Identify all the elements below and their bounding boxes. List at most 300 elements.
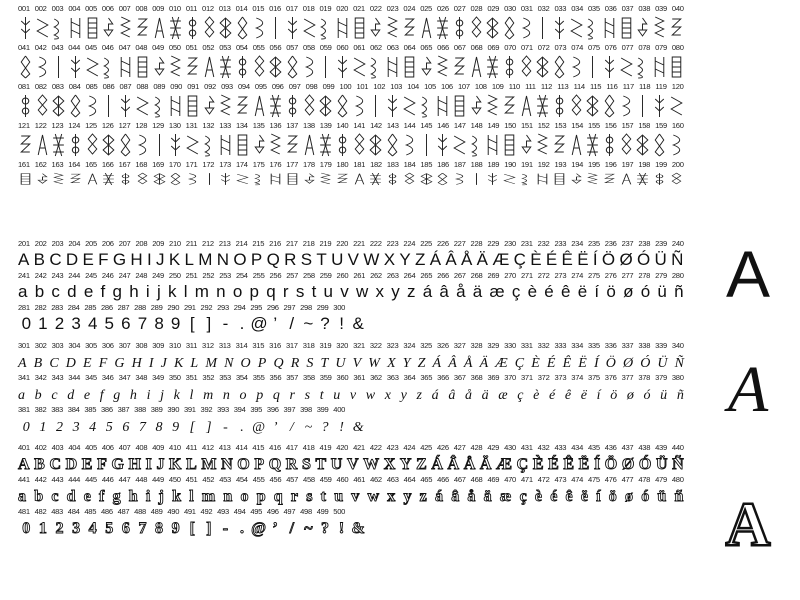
stitch-number: 029 [487,4,500,13]
stitch-pattern [502,15,517,41]
font-glyph: b [34,282,45,301]
font-glyph: È [530,250,542,269]
font-number: 217 [285,239,298,248]
font-glyph: q [273,488,283,505]
font-number: 284 [67,303,80,312]
font-number: 410 [169,443,181,452]
font-number: 231 [520,239,533,248]
stitch-number: 174 [235,160,248,169]
font-number: 212 [202,239,214,248]
font-glyph: A [18,250,30,269]
stitch-pattern [469,15,484,41]
font-number: 308 [135,341,148,350]
font-number: 461 [353,475,366,484]
stitch-number: 173 [219,160,231,169]
font-number: 369 [487,373,500,382]
font-glyph: è [527,282,538,301]
stitch-pattern [352,172,367,186]
stitch-pattern [252,54,267,80]
font-number: 387 [117,405,130,414]
font-glyph: Q [266,250,280,269]
stitch-number: 033 [554,4,567,13]
stitch-pattern [252,132,267,158]
font-glyph: a [18,388,25,403]
font-glyph: k [172,488,181,505]
font-glyph: â [451,488,460,505]
stitch-number: 111 [525,82,536,91]
font-glyph: è [534,488,542,505]
font-glyph: Y [402,356,411,371]
font-number: 395 [250,405,263,414]
font-glyph: t [311,282,317,301]
font-number: 327 [453,341,466,350]
font-glyph: [ [189,420,195,435]
stitch-pattern [652,172,667,186]
stitch-pattern [569,172,584,186]
font-number: 309 [152,341,165,350]
font-glyph: a [18,488,26,505]
stitch-pattern-row [18,92,684,120]
font-number: 240 [671,239,684,248]
stitch-pattern [402,93,417,119]
font-glyph: ö [610,388,618,403]
stitch-pattern [552,15,567,41]
font-glyph: ë [580,488,588,505]
font-glyph: 4 [87,314,98,333]
stitch-number: 180 [336,160,349,169]
stitch-pattern [619,15,634,41]
stitch-number: 154 [571,121,584,130]
stitch-number: 171 [185,160,198,169]
stitch-number: 170 [168,160,181,169]
stitch-number: 141 [353,121,366,130]
font-number: 225 [420,239,432,248]
font-number: 325 [420,341,432,350]
font-number: 313 [218,341,231,350]
stitch-number-row [18,160,684,170]
font-glyph: ê [564,388,572,403]
stitch-number: 107 [457,82,470,91]
font-glyph: Y [399,456,412,473]
font-glyph: ç [517,388,524,403]
outline-font-chart [18,442,684,538]
stitch-number: 168 [135,160,148,169]
stitch-pattern [285,15,300,41]
font-number: 397 [283,405,296,414]
stitch-number: 068 [470,43,483,52]
font-number: 237 [621,239,634,248]
font-number: 214 [235,239,248,248]
font-glyph: O [233,250,247,269]
stitch-pattern [202,93,217,119]
font-glyph: l [189,488,194,505]
stitch-number: 094 [237,82,250,91]
font-glyph: J [160,356,167,371]
font-glyph: L [190,356,199,371]
font-glyph: Â [447,456,460,473]
stitch-pattern [635,54,650,80]
font-number: 460 [336,475,349,484]
font-glyph: é [544,282,554,301]
stitch-pattern [585,54,600,80]
stitch-number: 007 [118,4,131,13]
stitch-number: 078 [638,43,651,52]
font-number: 233 [554,239,567,248]
stitch-number: 189 [487,160,500,169]
stitch-pattern [218,172,233,186]
stitch-pattern [152,132,167,158]
font-number: 219 [319,239,332,248]
stitch-pattern [218,132,233,158]
font-glyph: t [320,488,326,505]
font-glyph-row [18,250,684,270]
stitch-number: 051 [185,43,198,52]
stitch-pattern [185,132,200,158]
font-number: 389 [150,405,163,414]
font-glyph: - [222,520,229,537]
font-number: 477 [621,475,634,484]
font-number: 491 [183,507,196,516]
stitch-pattern [469,172,484,186]
stitch-row-block [18,82,684,121]
font-glyph: 6 [121,520,130,537]
stitch-number: 055 [252,43,265,52]
stitch-number: 011 [185,4,198,13]
stitch-number: 155 [588,121,600,130]
font-glyph: a [18,282,28,301]
font-number: 287 [117,303,130,312]
font-number: 342 [34,373,47,382]
font-glyph-row [18,486,684,506]
stitch-number: 109 [491,82,504,91]
font-number: 394 [233,405,246,414]
font-number: 338 [638,341,651,350]
stitch-number: 083 [51,82,64,91]
stitch-number: 040 [671,4,684,13]
font-number: 296 [266,303,279,312]
stitch-number: 144 [403,121,416,130]
stitch-number: 071 [520,43,533,52]
stitch-pattern [118,132,133,158]
font-number: 336 [604,341,617,350]
font-number-row [18,302,684,314]
font-glyph: K [173,356,184,371]
stitch-pattern [452,54,467,80]
font-glyph: s [306,488,313,505]
font-number: 426 [436,443,449,452]
font-number: 276 [604,271,617,280]
font-number: 455 [252,475,265,484]
font-glyph: O [240,356,251,371]
font-number: 250 [168,271,181,280]
font-number: 260 [336,271,349,280]
font-charts [18,238,684,538]
font-glyph: H [131,356,142,371]
stitch-number: 069 [487,43,500,52]
font-glyph: z [416,388,422,403]
font-glyph: h [128,488,138,505]
font-number: 415 [252,443,265,452]
stitch-pattern [619,54,634,80]
font-glyph: C [49,456,62,473]
font-number: 349 [152,373,164,382]
stitch-pattern [385,93,400,119]
font-number: 364 [403,373,416,382]
font-glyph: i [145,488,151,505]
stitch-pattern [152,15,167,41]
font-number: 486 [100,507,113,516]
stitch-number: 176 [269,160,282,169]
font-glyph: ø [624,488,633,505]
stitch-number: 074 [571,43,584,52]
font-number: 432 [537,443,550,452]
font-glyph: ] [206,520,212,537]
font-number: 249 [152,271,164,280]
font-glyph: ? [321,420,329,435]
font-glyph: [ [189,520,195,537]
font-number: 220 [336,239,349,248]
font-glyph: & [351,520,365,537]
stitch-number: 093 [221,82,233,91]
stitch-number: 057 [286,43,299,52]
stitch-number: 014 [235,4,248,13]
font-number: 335 [588,341,600,350]
font-number: 210 [169,239,181,248]
stitch-number: 188 [470,160,483,169]
font-glyph: Z [415,250,426,269]
stitch-number: 183 [386,160,399,169]
font-glyph: ó [640,282,651,301]
stitch-number: 017 [285,4,298,13]
font-glyph: æ [499,488,512,505]
stitch-number: 157 [621,121,634,130]
stitch-pattern [585,172,600,186]
stitch-pattern [85,54,100,80]
stitch-pattern [318,172,333,186]
stitch-number: 009 [152,4,165,13]
font-glyph: G [114,356,125,371]
block-font-chart [18,238,684,334]
font-glyph: ä [481,388,489,403]
stitch-number: 139 [319,121,332,130]
stitch-pattern [419,15,434,41]
stitch-pattern [35,15,50,41]
font-glyph: c [51,488,59,505]
font-number: 347 [118,373,131,382]
stitch-number: 153 [554,121,567,130]
stitch-pattern [502,172,517,186]
stitch-number: 050 [168,43,181,52]
font-number: 434 [571,443,583,452]
font-number: 433 [554,443,567,452]
font-glyph: ö [608,488,617,505]
font-number: 301 [18,341,30,350]
font-glyph: 5 [105,520,114,537]
font-glyph: @ [251,520,267,537]
stitch-pattern [635,15,650,41]
font-number: 444 [68,475,81,484]
font-number: 452 [202,475,215,484]
stitch-number: 056 [269,43,282,52]
font-number: 341 [18,373,30,382]
font-number: 207 [118,239,131,248]
font-glyph: 8 [155,420,163,435]
stitch-number: 115 [589,82,602,91]
font-glyph: G [112,250,127,269]
stitch-pattern [268,172,283,186]
font-number: 272 [537,271,550,280]
font-glyph: W [368,356,380,371]
stitch-number: 101 [356,82,369,91]
font-number: 203 [51,239,64,248]
font-glyph: j [156,282,161,301]
font-glyph: Z [417,356,426,371]
font-glyph-row [18,352,684,372]
font-glyph: 7 [137,314,148,333]
font-glyph: y [403,488,412,505]
font-number: 277 [621,271,634,280]
font-glyph: v [349,388,357,403]
stitch-pattern [18,93,33,119]
outline-font-sample: A [725,491,771,559]
font-glyph: Í [593,356,599,371]
font-glyph: ø [626,388,634,403]
font-glyph: æ [489,282,505,301]
font-number: 218 [302,239,315,248]
font-glyph: ] [206,314,212,333]
stitch-number: 088 [136,82,149,91]
stitch-number: 065 [420,43,433,52]
font-number: 494 [233,507,246,516]
font-number: 380 [671,373,684,382]
stitch-pattern [68,15,83,41]
font-number: 222 [369,239,382,248]
stitch-pattern [402,15,417,41]
stitch-pattern [285,93,300,119]
font-glyph: L [186,456,197,473]
stitch-number: 082 [34,82,47,91]
font-glyph: 5 [105,420,113,435]
stitch-pattern-row [18,14,684,42]
font-glyph: Ë [577,250,589,269]
font-number: 370 [504,373,516,382]
font-number: 464 [403,475,416,484]
font-number: 441 [18,475,30,484]
font-number: 331 [520,341,533,350]
stitch-number: 063 [386,43,399,52]
font-number: 302 [34,341,47,350]
font-glyph: 0 [21,314,32,333]
stitch-pattern [235,132,250,158]
stitch-pattern [68,54,83,80]
stitch-pattern [302,172,317,186]
stitch-pattern [85,15,100,41]
font-number: 318 [302,341,315,350]
stitch-pattern [569,132,584,158]
stitch-number: 160 [671,121,684,130]
stitch-pattern [101,15,116,41]
stitch-number: 119 [655,82,667,91]
font-glyph: m [194,282,209,301]
font-number: 252 [202,271,215,280]
font-number: 292 [200,303,213,312]
font-number-row [18,270,684,282]
font-glyph: s [295,282,305,301]
font-glyph: í [596,388,601,403]
stitch-pattern [202,172,217,186]
stitch-pattern [268,54,283,80]
stitch-number: 172 [202,160,215,169]
font-number: 348 [135,373,148,382]
font-number: 226 [436,239,449,248]
stitch-pattern [51,93,66,119]
font-number: 315 [252,341,265,350]
stitch-number: 041 [18,43,30,52]
font-number: 275 [588,271,600,280]
font-number: 420 [336,443,349,452]
font-number: 322 [369,341,382,350]
font-glyph: ç [511,282,521,301]
stitch-pattern [352,15,367,41]
stitch-number: 169 [152,160,164,169]
stitch-number: 038 [638,4,651,13]
font-glyph: Ø [622,356,634,371]
font-glyph: Ë [578,356,587,371]
font-glyph: V [352,356,362,371]
font-glyph: / [289,314,295,333]
font-glyph: ä [483,488,492,505]
stitch-pattern [352,132,367,158]
font-glyph: g [112,282,122,301]
font-glyph: 9 [171,520,180,537]
font-number: 417 [285,443,298,452]
font-glyph: X [387,356,396,371]
stitch-pattern [302,15,317,41]
stitch-pattern [519,15,534,41]
font-glyph: R [285,456,298,473]
font-glyph: j [158,488,164,505]
font-glyph: Ö [605,356,616,371]
stitch-number: 150 [504,121,516,130]
font-number: 265 [420,271,433,280]
font-glyph: é [549,388,556,403]
stitch-pattern [602,172,617,186]
font-number: 359 [319,373,332,382]
font-glyph: z [419,488,427,505]
font-glyph: ê [561,282,571,301]
font-glyph: . [240,520,245,537]
font-glyph: 2 [55,420,63,435]
stitch-number: 124 [68,121,81,130]
font-glyph: g [113,388,121,403]
stitch-number: 043 [51,43,64,52]
font-glyph: Ü [655,456,668,473]
font-glyph: Á [432,356,442,371]
font-number: 346 [101,373,114,382]
stitch-pattern [635,93,650,119]
stitch-number: 077 [621,43,634,52]
font-number: 213 [218,239,231,248]
font-glyph: h [129,388,137,403]
font-number: 236 [604,239,617,248]
font-number: 279 [655,271,667,280]
font-number: 402 [34,443,47,452]
font-number: 328 [470,341,483,350]
font-glyph: ñ [676,388,684,403]
font-glyph: 6 [122,420,130,435]
font-number: 499 [316,507,329,516]
stitch-number: 122 [34,121,47,130]
